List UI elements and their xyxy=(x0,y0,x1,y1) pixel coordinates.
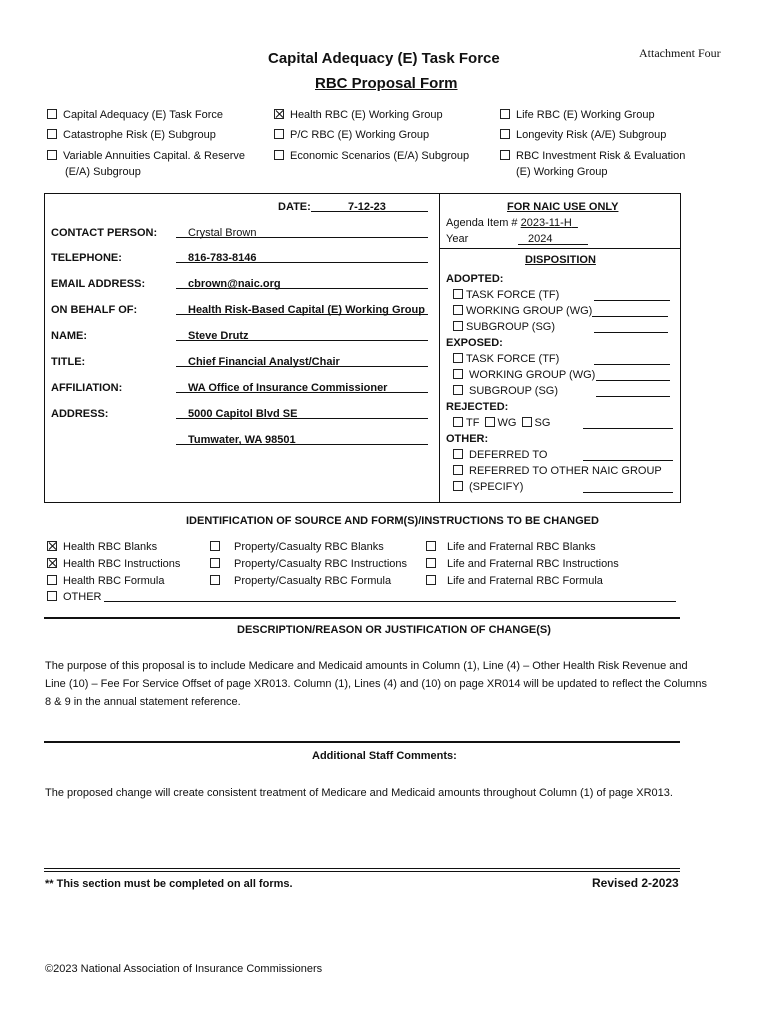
option-label: TF xyxy=(466,417,480,429)
group-label: Variable Annuities Capital. & Reserve xyxy=(63,150,246,162)
group-label: Catastrophe Risk (E) Subgroup xyxy=(63,129,216,141)
attachment-label: Attachment Four xyxy=(639,46,721,60)
checkbox[interactable] xyxy=(485,417,495,427)
section-rule xyxy=(44,868,680,869)
source-item[interactable] xyxy=(210,541,384,553)
adopted-wg[interactable] xyxy=(453,305,592,317)
option-label: TASK FORCE (TF) xyxy=(466,353,560,365)
telephone-label: TELEPHONE: xyxy=(51,252,122,264)
group-item[interactable] xyxy=(274,129,429,141)
exposed-wg[interactable] xyxy=(453,369,595,381)
blank-line xyxy=(594,287,670,301)
checkbox-checked[interactable] xyxy=(47,558,57,568)
blank-line xyxy=(583,479,673,493)
blank-line xyxy=(594,319,668,333)
option-label: DEFERRED TO xyxy=(469,449,548,461)
group-label: P/C RBC (E) Working Group xyxy=(290,129,430,141)
source-item[interactable] xyxy=(47,575,164,587)
source-label: Life and Fraternal RBC Instructions xyxy=(447,558,619,570)
source-item[interactable] xyxy=(210,558,407,570)
group-item[interactable] xyxy=(274,109,443,121)
form-subtitle: RBC Proposal Form xyxy=(315,75,458,92)
option-label: SUBGROUP (SG) xyxy=(466,321,556,333)
option-label: REFERRED TO OTHER NAIC GROUP xyxy=(469,465,662,477)
identification-heading: IDENTIFICATION OF SOURCE AND FORM(S)/INSTRUCTIONS TO BE CHANGED xyxy=(186,515,599,527)
checkbox[interactable] xyxy=(453,369,463,379)
title-label: TITLE: xyxy=(51,356,86,368)
email-label: EMAIL ADDRESS: xyxy=(51,278,146,290)
exposed-sg[interactable] xyxy=(453,385,558,397)
description-line: Line (10) – Fee For Service Offset of page XR013. Column (1), Lines (4) and (10) on page XR014 will be updated to reflect the Columns xyxy=(45,678,707,690)
year-value[interactable]: 2024 xyxy=(528,233,553,245)
adopted-tf[interactable] xyxy=(453,289,559,301)
group-item[interactable] xyxy=(47,150,245,162)
referred-option[interactable] xyxy=(453,465,662,477)
revised-label: Revised 2-2023 xyxy=(592,876,679,890)
group-label: Life RBC (E) Working Group xyxy=(516,109,655,121)
behalf-value[interactable]: Health Risk-Based Capital (E) Working Group xyxy=(188,304,425,316)
address-value-line2[interactable]: Tumwater, WA 98501 xyxy=(188,434,296,446)
checkbox[interactable] xyxy=(453,289,463,299)
title-value[interactable]: Chief Financial Analyst/Chair xyxy=(188,356,340,368)
section-rule xyxy=(44,871,680,872)
checkbox-checked[interactable] xyxy=(274,109,284,119)
group-item[interactable] xyxy=(500,129,666,141)
source-other[interactable] xyxy=(47,591,102,603)
contact-person-label: CONTACT PERSON: xyxy=(51,227,158,239)
checkbox[interactable] xyxy=(500,129,510,139)
adopted-label: ADOPTED: xyxy=(446,273,504,285)
group-label: Capital Adequacy (E) Task Force xyxy=(63,109,223,121)
option-label: (SPECIFY) xyxy=(469,481,524,493)
checkbox[interactable] xyxy=(47,109,57,119)
deferred-option[interactable] xyxy=(453,449,547,461)
checkbox[interactable] xyxy=(522,417,532,427)
source-item[interactable] xyxy=(426,575,603,587)
checkbox[interactable] xyxy=(47,150,57,160)
address-value-line1[interactable]: 5000 Capitol Blvd SE xyxy=(188,408,298,420)
source-label: Property/Casualty RBC Instructions xyxy=(234,558,408,570)
blank-line xyxy=(594,351,670,365)
disposition-heading: DISPOSITION xyxy=(525,254,596,266)
checkbox[interactable] xyxy=(453,305,463,315)
address-label: ADDRESS: xyxy=(51,408,109,420)
source-label: Health RBC Instructions xyxy=(63,558,181,570)
staff-comment: The proposed change will create consistent treatment of Medicare and Medicaid amounts throughout Column (1) of page XR013. xyxy=(45,787,673,799)
contact-person-value[interactable]: Crystal Brown xyxy=(188,227,257,239)
group-item[interactable] xyxy=(500,150,685,162)
adopted-sg[interactable] xyxy=(453,321,555,333)
exposed-tf[interactable] xyxy=(453,353,559,365)
checkbox[interactable] xyxy=(453,449,463,459)
source-label: Life and Fraternal RBC Formula xyxy=(447,575,603,587)
group-label-line2: (E) Working Group xyxy=(516,166,608,178)
naic-divider xyxy=(440,248,681,249)
checkbox[interactable] xyxy=(274,129,284,139)
source-label: Health RBC Blanks xyxy=(63,541,158,553)
checkbox[interactable] xyxy=(47,591,57,601)
option-label: WORKING GROUP (WG) xyxy=(469,369,596,381)
box-divider xyxy=(439,193,440,503)
blank-line xyxy=(596,383,670,397)
copyright: ©2023 National Association of Insurance Commissioners xyxy=(45,963,323,975)
rejected-options xyxy=(453,417,550,429)
blank-line xyxy=(583,415,673,429)
footer-note: ** This section must be completed on all forms. xyxy=(45,878,293,890)
source-item[interactable] xyxy=(426,541,596,553)
checkbox[interactable] xyxy=(47,129,57,139)
source-item[interactable] xyxy=(47,558,180,570)
agenda-label: Agenda Item # xyxy=(446,217,518,229)
date-value[interactable]: 7-12-23 xyxy=(348,201,386,213)
checkbox-checked[interactable] xyxy=(47,541,57,551)
naic-heading: FOR NAIC USE ONLY xyxy=(507,201,619,213)
blank-line xyxy=(583,447,673,461)
option-label: SG xyxy=(534,417,551,429)
description-line: The purpose of this proposal is to include Medicare and Medicaid amounts in Column (1), Line (4) – Other Health Risk Revenue and xyxy=(45,660,688,672)
blank-line xyxy=(596,367,670,381)
date-label: DATE: xyxy=(278,201,311,213)
group-label: Health RBC (E) Working Group xyxy=(290,109,443,121)
year-label: Year xyxy=(446,233,469,245)
exposed-label: EXPOSED: xyxy=(446,337,503,349)
description-heading: DESCRIPTION/REASON OR JUSTIFICATION OF CHANGE(S) xyxy=(237,624,551,636)
rejected-label: REJECTED: xyxy=(446,401,509,413)
source-item[interactable] xyxy=(426,558,619,570)
section-rule xyxy=(44,617,680,619)
blank-line xyxy=(592,303,668,317)
group-item[interactable] xyxy=(47,109,223,121)
group-item[interactable] xyxy=(47,129,216,141)
source-label: Property/Casualty RBC Blanks xyxy=(234,541,384,553)
option-label: TASK FORCE (TF) xyxy=(466,289,560,301)
email-value[interactable]: cbrown@naic.org xyxy=(188,278,281,290)
checkbox[interactable] xyxy=(453,417,463,427)
checkbox[interactable] xyxy=(426,575,436,585)
agenda-item xyxy=(446,217,578,229)
description-line: 8 & 9 in the annual statement reference. xyxy=(45,696,241,708)
checkbox[interactable] xyxy=(210,575,220,585)
behalf-label: ON BEHALF OF: xyxy=(51,304,138,316)
affiliation-value[interactable]: WA Office of Insurance Commissioner xyxy=(188,382,388,394)
checkbox[interactable] xyxy=(47,575,57,585)
source-item[interactable] xyxy=(47,541,157,553)
other-label: OTHER: xyxy=(446,433,489,445)
group-label: Longevity Risk (A/E) Subgroup xyxy=(516,129,667,141)
specify-option[interactable] xyxy=(453,481,523,493)
source-label: OTHER xyxy=(63,591,102,603)
checkbox[interactable] xyxy=(500,150,510,160)
checkbox[interactable] xyxy=(274,150,284,160)
source-label: Property/Casualty RBC Formula xyxy=(234,575,392,587)
section-rule xyxy=(44,741,680,743)
affiliation-label: AFFILIATION: xyxy=(51,382,123,394)
checkbox[interactable] xyxy=(210,541,220,551)
checkbox[interactable] xyxy=(453,353,463,363)
source-label: Life and Fraternal RBC Blanks xyxy=(447,541,596,553)
option-label: WG xyxy=(497,417,517,429)
source-label: Health RBC Formula xyxy=(63,575,165,587)
other-line[interactable] xyxy=(104,589,676,602)
group-item[interactable] xyxy=(500,109,655,121)
form-title: Capital Adequacy (E) Task Force xyxy=(268,50,500,67)
checkbox[interactable] xyxy=(453,481,463,491)
option-label: WORKING GROUP (WG) xyxy=(466,305,593,317)
agenda-value[interactable]: 2023-11-H xyxy=(520,217,572,229)
checkbox[interactable] xyxy=(210,558,220,568)
name-value[interactable]: Steve Drutz xyxy=(188,330,249,342)
group-label: Economic Scenarios (E/A) Subgroup xyxy=(290,150,470,162)
checkbox[interactable] xyxy=(453,465,463,475)
name-label: NAME: xyxy=(51,330,88,342)
staff-heading: Additional Staff Comments: xyxy=(312,750,457,762)
group-item[interactable] xyxy=(274,150,469,162)
checkbox[interactable] xyxy=(426,558,436,568)
option-label: SUBGROUP (SG) xyxy=(469,385,559,397)
group-label: RBC Investment Risk & Evaluation xyxy=(516,150,686,162)
checkbox[interactable] xyxy=(453,385,463,395)
checkbox[interactable] xyxy=(453,321,463,331)
checkbox[interactable] xyxy=(500,109,510,119)
group-label-line2: (E/A) Subgroup xyxy=(65,166,141,178)
checkbox[interactable] xyxy=(426,541,436,551)
source-item[interactable] xyxy=(210,575,391,587)
telephone-value[interactable]: 816-783-8146 xyxy=(188,252,257,264)
